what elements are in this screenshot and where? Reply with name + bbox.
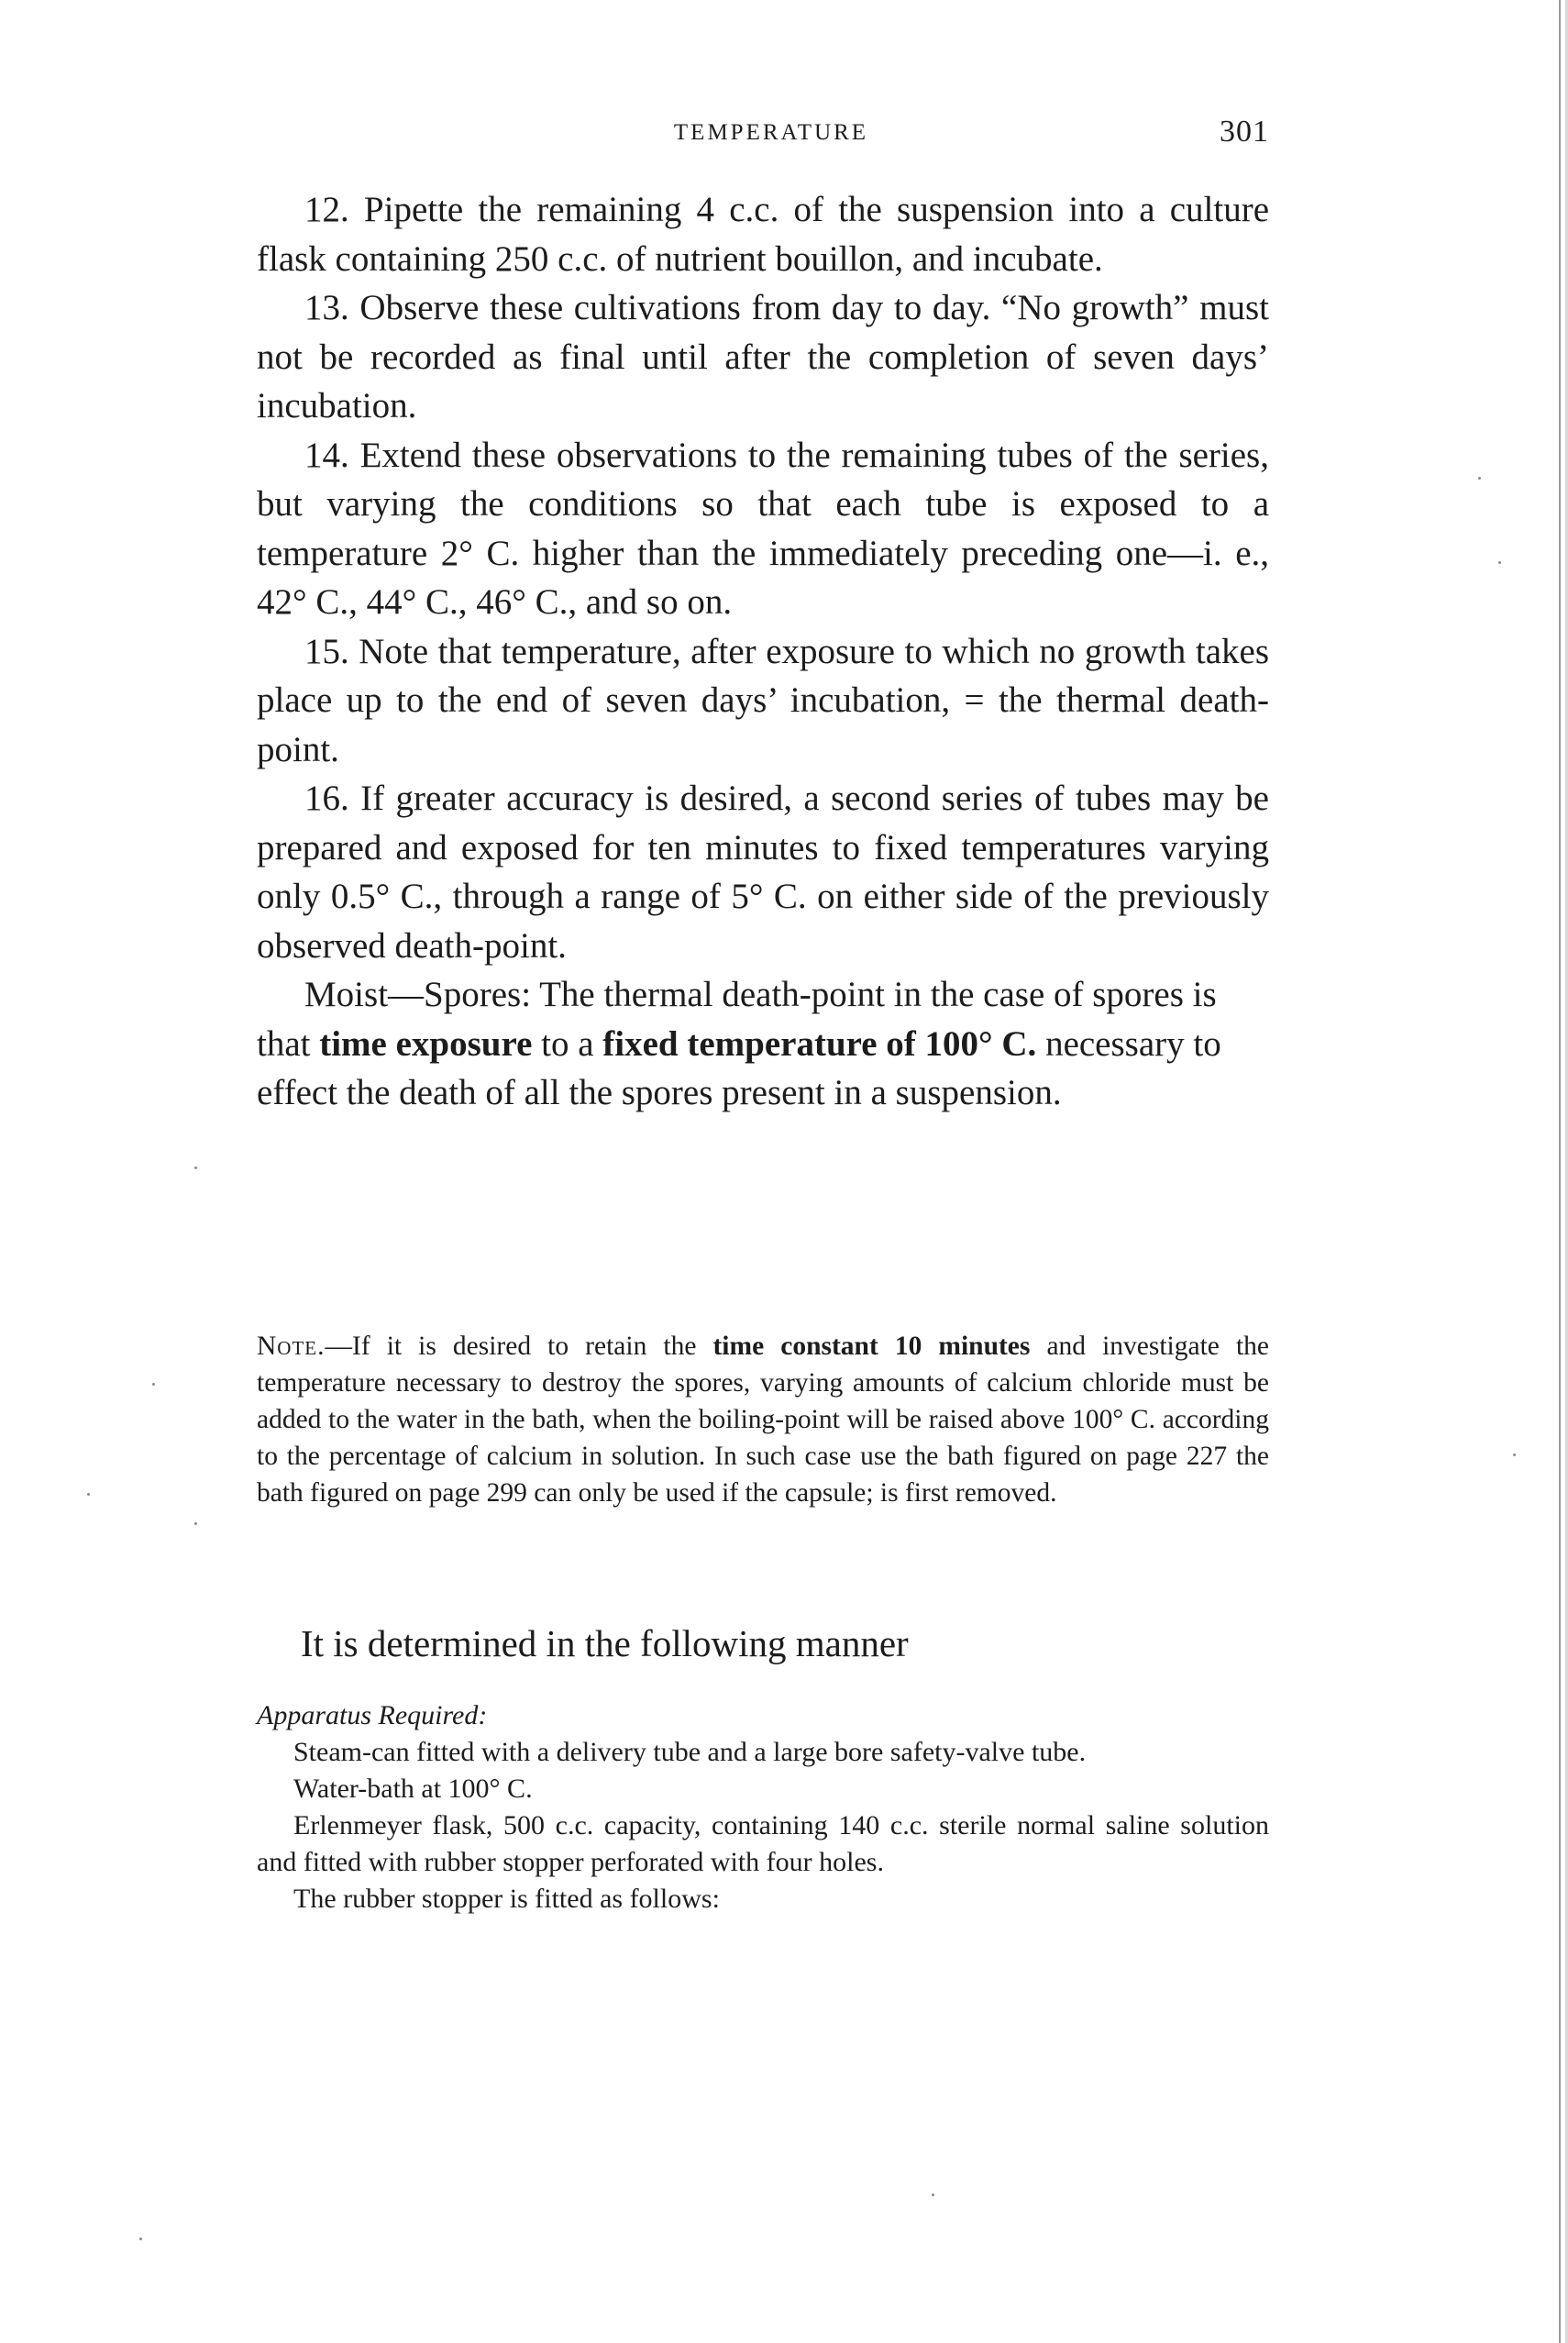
scan-speck xyxy=(194,1166,197,1169)
note-block xyxy=(257,1328,1269,1511)
moist-spores-bold-fixed-temperature: fixed temperature of 100° C. xyxy=(602,1023,1037,1064)
moist-spores-bold-time-exposure: time exposure xyxy=(319,1023,533,1064)
note-label: Note. xyxy=(257,1332,326,1361)
apparatus-item-rubber-stopper: The rubber stopper is fitted as follows: xyxy=(293,1884,720,1914)
scan-speck xyxy=(87,1493,90,1496)
paragraph-13: 13. Observe these cultivations from day to day. “No growth” must not be recorded as final until after the completion of seven days’ incubation. xyxy=(257,288,1269,425)
determined-line: It is determined in the following manner xyxy=(301,1622,909,1664)
note-tail: and investigate the temperature necessary to destroy the spores, varying amounts of calcium chloride must be added to the water in the bath, when the boiling-point will be raised above 100° C. according to the percentage of calcium in solution. In such case use the bath figured on page 227 the bath figured on page 299 can only be used if the capsule; is first removed. xyxy=(257,1332,1269,1508)
scan-speck xyxy=(152,1383,155,1386)
moist-spores-paragraph xyxy=(257,970,1269,1118)
moist-spores-lead: Moist—Spores: The thermal death-point in the case of spores is that xyxy=(257,975,1217,1064)
page-number: 301 xyxy=(1220,115,1269,149)
scan-speck xyxy=(194,1522,197,1525)
running-title: TEMPERATURE xyxy=(673,120,869,145)
paragraph-15: 15. Note that temperature, after exposure to which no growth takes place up to the end of seven days’ incubation, = the thermal death-point. xyxy=(257,631,1269,769)
scan-speck xyxy=(139,2238,142,2240)
note-lead: —If it is desired to retain the xyxy=(325,1332,713,1361)
apparatus-heading: Apparatus Required: xyxy=(257,1700,488,1730)
scan-speck xyxy=(1498,561,1501,564)
scan-edge-line xyxy=(1559,0,1561,2343)
note-paragraph xyxy=(257,1328,1269,1511)
note-bold-time-constant: time constant 10 minutes xyxy=(712,1332,1031,1361)
apparatus-section xyxy=(257,1697,1269,1918)
body-text xyxy=(257,185,1269,1118)
scan-speck xyxy=(1478,477,1481,480)
scan-speck xyxy=(1513,1453,1516,1456)
paragraph-14: 14. Extend these observations to the remaining tubes of the series, but varying the conditions so that each tube is exposed to a temperature 2° C. higher than the immediately preceding one—i. e., 42° C., 44° C., 46° C., and so on. xyxy=(257,435,1269,622)
scan-speck xyxy=(932,2194,934,2196)
moist-spores-tail: necessary to effect the death of all the spores present in a suspension. xyxy=(257,1023,1221,1112)
moist-spores-mid: to a xyxy=(532,1023,603,1064)
apparatus-item-steam-can: Steam-can fitted with a delivery tube and a large bore safety-valve tube. xyxy=(293,1737,1087,1767)
apparatus-item-water-bath: Water-bath at 100° C. xyxy=(293,1774,533,1804)
apparatus-item-erlenmeyer-flask: Erlenmeyer flask, 500 c.c. capacity, containing 140 c.c. sterile normal saline solution and fitted with rubber stopper perforated with four holes. xyxy=(257,1810,1269,1877)
paragraph-16: 16. If greater accuracy is desired, a second series of tubes may be prepared and exposed for ten minutes to fixed temperatures varying only 0.5° C., through a range of 5° C. on either side of the previously observed death-point. xyxy=(257,779,1269,966)
paragraph-12: 12. Pipette the remaining 4 c.c. of the suspension into a culture flask containing 250 c.c. of nutrient bouillon, and incubate. xyxy=(257,190,1269,279)
page-header xyxy=(257,115,1286,151)
